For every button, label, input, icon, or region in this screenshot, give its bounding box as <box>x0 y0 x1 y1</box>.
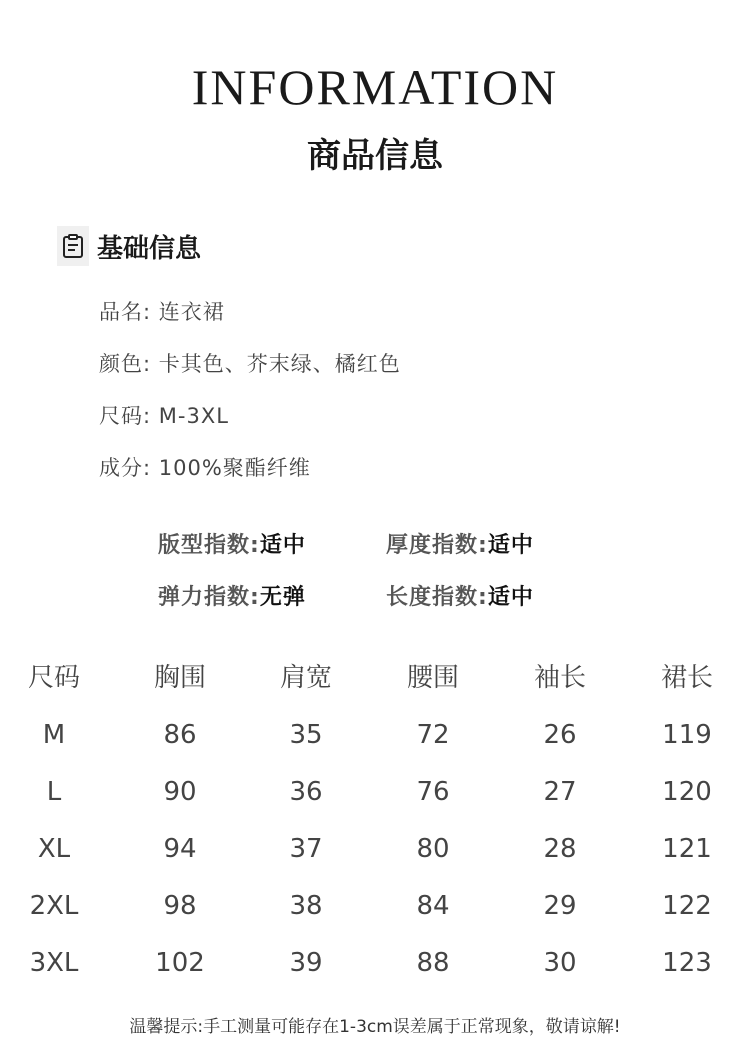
table-cell: 121 <box>662 834 712 864</box>
info-value: M-3XL <box>158 404 229 428</box>
table-cell: XL <box>37 834 71 864</box>
table-row <box>0 707 750 764</box>
table-row <box>0 935 750 992</box>
section-heading <box>57 226 201 266</box>
index-value: 适中 <box>487 533 534 558</box>
index-key: 弹力指数: <box>158 585 260 610</box>
table-cell: 80 <box>416 834 450 864</box>
info-row-color <box>99 348 401 378</box>
table-cell: L <box>46 777 62 807</box>
title-en: INFORMATION <box>191 59 559 115</box>
table-cell: M <box>42 720 66 750</box>
info-row-material <box>99 452 311 482</box>
info-key: 成分: <box>99 456 152 480</box>
table-cell: 29 <box>543 891 577 921</box>
info-key: 品名: <box>99 300 152 324</box>
table-cell: 102 <box>155 948 205 978</box>
index-thickness <box>386 528 534 559</box>
info-key: 颜色: <box>99 352 152 376</box>
table-cell: 3XL <box>29 948 79 978</box>
table-row <box>0 878 750 935</box>
table-cell: 28 <box>543 834 577 864</box>
index-stretch <box>158 580 306 611</box>
info-row-name <box>99 296 225 326</box>
index-length <box>386 580 534 611</box>
table-cell: 122 <box>662 891 712 921</box>
table-cell: 72 <box>416 720 450 750</box>
index-key: 版型指数: <box>158 533 260 558</box>
header-cell: 胸围 <box>153 663 206 693</box>
index-value: 适中 <box>487 585 534 610</box>
header-cell: 肩宽 <box>279 663 332 693</box>
info-value: 连衣裙 <box>158 300 225 324</box>
table-cell: 98 <box>163 891 197 921</box>
header-cell: 腰围 <box>406 663 459 693</box>
info-key: 尺码: <box>99 404 152 428</box>
measurement-notice: 温馨提示:手工测量可能存在1-3cm误差属于正常现象，敬请谅解! <box>129 1017 621 1037</box>
table-cell: 86 <box>163 720 197 750</box>
table-cell: 76 <box>416 777 450 807</box>
info-row-size <box>99 400 229 430</box>
table-cell: 36 <box>289 777 323 807</box>
table-cell: 27 <box>543 777 577 807</box>
info-value: 100%聚酯纤维 <box>158 456 311 480</box>
clipboard-icon <box>57 226 89 266</box>
header-cell: 裙长 <box>660 663 713 693</box>
table-cell: 88 <box>416 948 450 978</box>
table-cell: 84 <box>416 891 450 921</box>
table-cell: 37 <box>289 834 323 864</box>
header-cell: 尺码 <box>27 663 80 693</box>
index-key: 厚度指数: <box>386 533 488 558</box>
table-cell: 26 <box>543 720 577 750</box>
table-cell: 90 <box>163 777 197 807</box>
index-value: 适中 <box>259 533 306 558</box>
table-row <box>0 764 750 821</box>
section-heading-label: 基础信息 <box>97 233 202 264</box>
table-cell: 35 <box>289 720 323 750</box>
index-fit <box>158 528 306 559</box>
table-row <box>0 821 750 878</box>
table-cell: 2XL <box>29 891 79 921</box>
table-cell: 30 <box>543 948 577 978</box>
size-table-header <box>0 650 750 707</box>
index-value: 无弹 <box>259 585 306 610</box>
table-cell: 39 <box>289 948 323 978</box>
table-cell: 120 <box>662 777 712 807</box>
table-cell: 123 <box>662 948 712 978</box>
table-cell: 38 <box>289 891 323 921</box>
table-cell: 119 <box>662 720 712 750</box>
index-key: 长度指数: <box>386 585 488 610</box>
title-cn: 商品信息 <box>307 136 443 176</box>
table-cell: 94 <box>163 834 197 864</box>
info-value: 卡其色、芥末绿、橘红色 <box>158 352 401 376</box>
header-cell: 袖长 <box>533 663 586 693</box>
